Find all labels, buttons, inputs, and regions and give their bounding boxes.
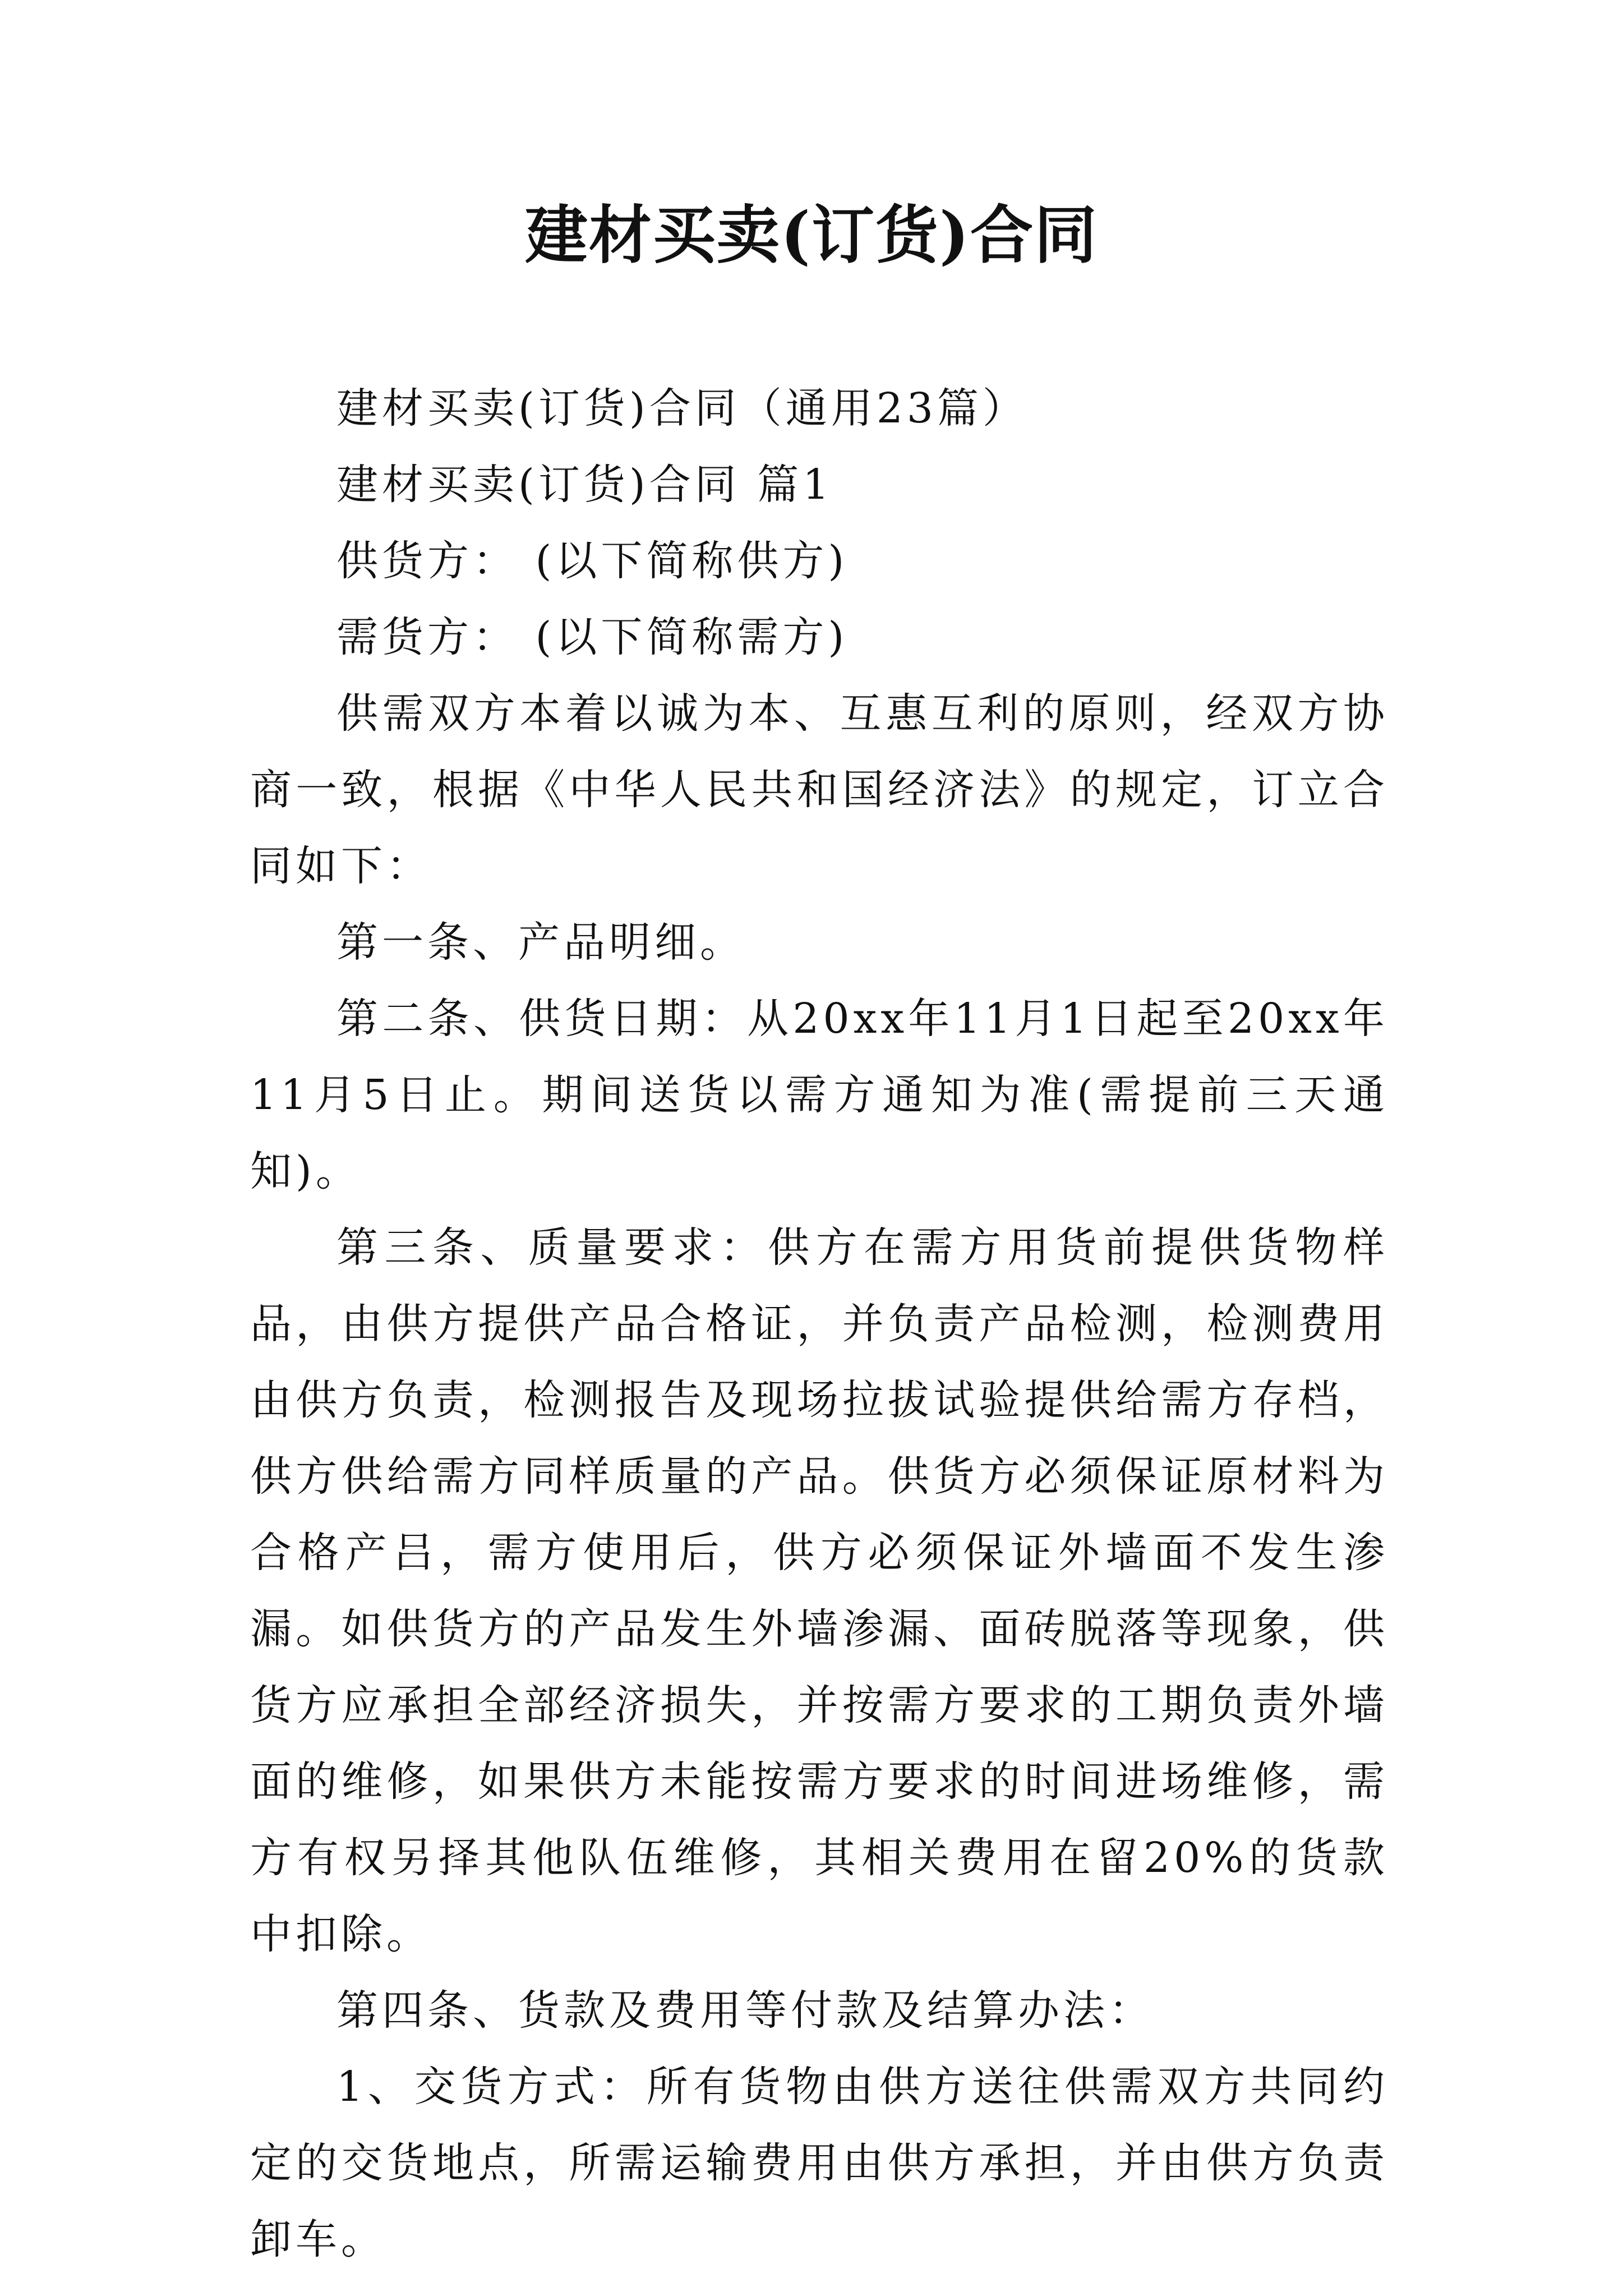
paragraph-section-heading: 建材买卖(订货)合同 篇1: [336, 461, 833, 509]
paragraph-article-4: 第四条、货款及费用等付款及结算办法：: [336, 1986, 1154, 2035]
paragraph-preamble: 供需双方本着以诚为本、互惠互利的原则，经双方协商一致，根据《中华人民共和国经济法》的规定，订立合同如下：: [250, 689, 1389, 890]
paragraph-delivery-method: 1、交货方式：所有货物由供方送往供需双方共同约定的交货地点，所需运输费用由供方承担，并由供方负责卸车。: [250, 2063, 1389, 2263]
document-body: [250, 370, 1389, 2277]
document-title: 建材买卖(订货)合同: [525, 199, 1098, 272]
paragraph-subtitle: 建材买卖(订货)合同（通用23篇）: [336, 384, 1028, 432]
paragraph-article-1: 第一条、产品明细。: [336, 918, 745, 967]
paragraph-supplier: 供货方： (以下简称供方): [336, 537, 849, 585]
paragraph-article-2: 第二条、供货日期：从20xx年11月1日起至20xx年11月5日止。期间送货以需方通知为准(需提前三天通知)。: [250, 995, 1389, 1195]
paragraph-buyer: 需货方： (以下简称需方): [336, 613, 849, 661]
paragraph-article-3: 第三条、质量要求：供方在需方用货前提供货物样品，由供方提供产品合格证，并负责产品检测，检测费用由供方负责，检测报告及现场拉拔试验提供给需方存档，供方供给需方同样质量的产品。供货方必须保证原材料为合格产吕，需方使用后，供方必须保证外墙面不发生渗漏。如供货方的产品发生外墙渗漏、面砖脱落等现象，供货方应承担全部经济损失，并按需方要求的工期负责外墙面的维修，如果供方未能按需方要求的时间进场维修，需方有权另择其他队伍维修，其相关费用在留20%的货款中扣除。: [250, 1223, 1389, 1958]
